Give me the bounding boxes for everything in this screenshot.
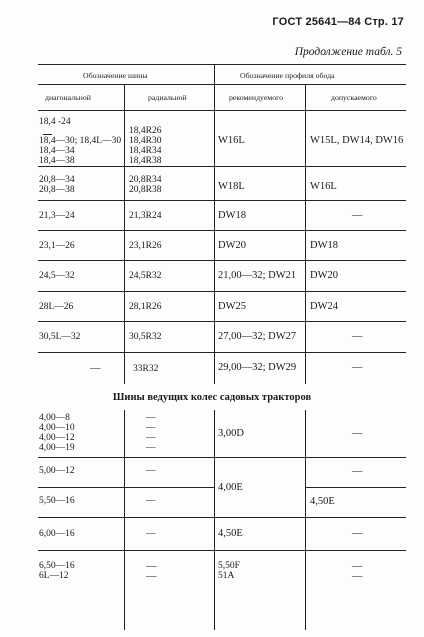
table1-top-rule [38,64,406,65]
table2-row-rule [38,517,406,518]
cell-allowed: W16L [310,181,337,192]
cell-diagonal: 23,1—26 [39,241,75,251]
cell-recommended: 5,50F [218,561,240,571]
cell-recommended: DW18 [218,210,246,221]
table1-row-rule [38,321,406,322]
cell-allowed: — [352,561,363,572]
cell-allowed: DW24 [310,301,338,312]
cell-allowed: — [352,362,363,373]
cell-diagonal: 6,50—16 [39,561,75,571]
cell-diagonal: 21,3—24 [39,211,75,221]
cell-allowed: 4,50E [310,496,335,507]
cell-recommended: 51A [218,571,235,581]
section-title: Шины ведущих колес садовых тракторов [112,392,312,403]
cell-allowed: — [352,571,363,582]
cell-allowed: W15L, DW14, DW16 [310,135,404,146]
cell-diagonal: 24,5—32 [39,271,75,281]
cell-diagonal: 18,4 -24 [39,117,71,127]
table2-col-divider-3 [305,410,306,630]
dash-mark [43,134,52,135]
header-radial: радиальной [148,93,187,102]
cell-radial: 20,8R34 [129,175,162,185]
page-header: ГОСТ 25641—84 Стр. 17 [272,16,404,28]
cell-diagonal: 4,00—8 [39,413,70,423]
cell-allowed: — [352,466,363,477]
cell-diagonal: 18,4—38 [39,156,75,166]
cell-diagonal: 6L—12 [39,571,69,581]
cell-radial: 18,4R34 [129,146,162,156]
cell-recommended: 4,00E [218,482,243,493]
cell-recommended: W16L [218,135,245,146]
table1-col-divider-1 [124,84,125,384]
cell-radial: 28,1R26 [129,302,162,312]
table1-header-rule [38,110,406,111]
cell-radial: — [146,529,156,539]
cell-diagonal: 18,4—30; 18,4L—30 [39,136,122,146]
cell-diagonal: 6,00—16 [39,529,75,539]
cell-allowed: — [352,528,363,539]
cell-recommended: W18L [218,181,245,192]
cell-allowed: DW20 [310,270,338,281]
table1-row-rule [38,352,406,353]
table2-col-divider-2 [214,410,215,630]
table1-row-rule [38,260,406,261]
table2-row-rule [305,487,406,488]
table1-col-divider-2 [214,64,215,384]
cell-radial: — [146,571,157,582]
cell-diagonal: 4,00—12 [39,433,75,443]
table2-row-rule [38,550,406,551]
cell-diagonal: 4,00—19 [39,443,75,453]
cell-radial: 23,1R26 [129,241,162,251]
cell-diagonal: 18,4—34 [39,146,75,156]
cell-diagonal: 28L—26 [39,302,74,312]
header-diagonal: диагональной [45,93,91,102]
table1-row-rule [38,200,406,201]
cell-radial: — [146,433,156,443]
tire-group-rule [38,84,214,85]
cell-radial: 24,5R32 [129,271,162,281]
cell-radial: — [146,496,156,506]
cell-recommended: 21,00—32; DW21 [218,270,297,281]
cell-diagonal: 4,00—10 [39,423,75,433]
cell-diagonal: 20,8—34 [39,175,75,185]
cell-recommended: 3,00D [218,428,244,439]
header-allowed: допускаемого [331,93,377,102]
cell-radial: — [146,443,156,453]
cell-radial: 18,4R26 [129,126,162,136]
cell-recommended: 27,00—32; DW27 [218,331,297,342]
rim-group-rule [214,84,406,85]
cell-recommended: DW25 [218,301,246,312]
cell-radial: — [146,466,156,476]
cell-radial: 21,3R24 [129,211,162,221]
table2-col-divider-1 [124,410,125,630]
cell-diagonal: 20,8—38 [39,185,75,195]
table1-row-rule [38,166,406,167]
cell-recommended: 29,00—32; DW29 [218,362,297,373]
cell-recommended: DW20 [218,240,246,251]
table2-row-rule [38,457,406,458]
cell-radial: — [146,561,157,572]
cell-allowed: — [352,210,363,221]
cell-diagonal: 5,50—16 [39,496,75,506]
cell-diagonal: 30,5L—32 [39,332,81,342]
cell-allowed: — [352,428,363,439]
cell-allowed: DW18 [310,240,338,251]
cell-radial: — [146,413,156,423]
table1-row-rule [38,230,406,231]
cell-radial: 30,5R32 [129,332,162,342]
table1-row-rule [38,291,406,292]
cell-radial: 20,8R38 [129,185,162,195]
header-recommended: рекомендуемого [229,93,284,102]
cell-diagonal: — [90,363,101,374]
table-continuation-label: Продолжение табл. 5 [294,46,402,58]
cell-radial: 18,4R30 [129,136,162,146]
cell-allowed: — [352,331,363,342]
cell-radial: 18,4R38 [129,156,162,166]
cell-radial: — [146,423,156,433]
table2-row-rule [38,487,214,488]
cell-diagonal: 5,00—12 [39,466,75,476]
cell-radial: 33R32 [133,364,159,374]
header-rim-designation: Обозначение профиля обода [240,71,335,80]
table1-col-divider-3 [305,84,306,384]
header-tire-designation: Обозначение шины [83,71,148,80]
cell-recommended: 4,50E [218,528,243,539]
